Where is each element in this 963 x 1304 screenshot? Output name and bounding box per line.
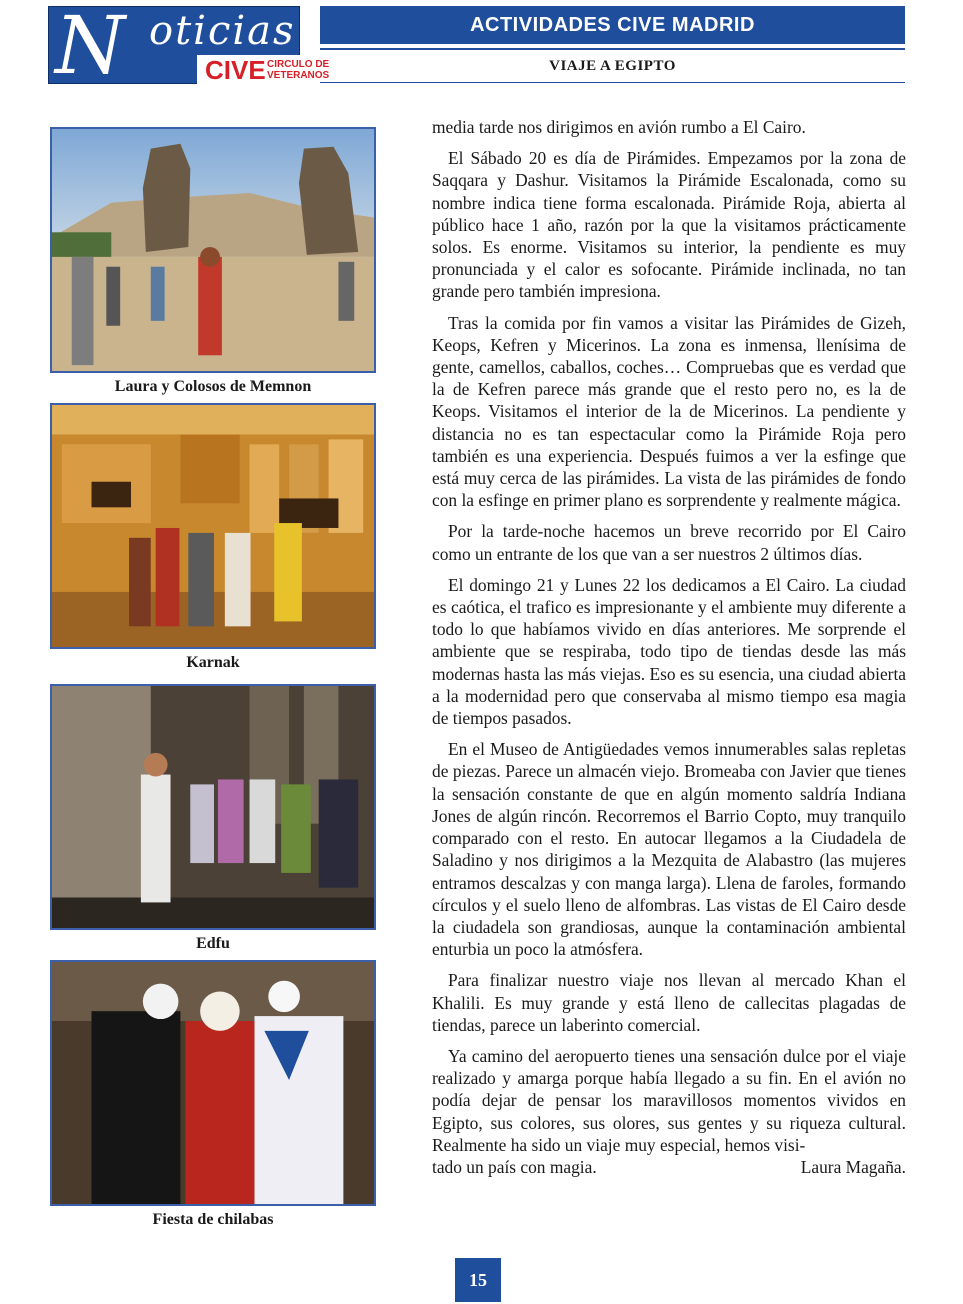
photo-karnak	[50, 403, 376, 649]
header-divider	[320, 48, 905, 50]
last-line-text: tado un país con magia.	[432, 1156, 597, 1177]
signature-line	[432, 1156, 906, 1178]
photo-chilabas-image	[52, 962, 374, 1204]
last-paragraph	[432, 1045, 906, 1156]
paragraph: Tras la comida por fin vamos a visitar las Pirámides de Gizeh, Keops, Kefren y Micerinos. La zona es inmensa, llenísima de gente, camellos, caballos, coches… Compruebas que es verdad que la de Kefren parece más grande que el resto pero no, es la de Keops. Visitamos el interior de la de Micerinos. La pendiente y distancia no es tan espectacular como la Pirámide Roja pero también es una experiencia. Después fuimos a ver la esfinge que está muy cerca de las pirámides. La vista de las pirámides de fondo con la esfinge en primer plano es sorprendente y realmente mágica.	[432, 312, 906, 511]
caption-chilabas: Fiesta de chilabas	[152, 1211, 274, 1228]
photo-colossi-memnon	[50, 127, 376, 373]
caption-karnak: Karnak	[186, 654, 240, 671]
subtitle-divider	[320, 82, 905, 83]
author-signature: Laura Magaña.	[800, 1156, 906, 1177]
page-number: 15	[455, 1258, 501, 1302]
photo-colossi-image	[52, 129, 374, 371]
photo-karnak-image	[52, 405, 374, 647]
logo-brand: CIVE	[205, 55, 266, 85]
section-title-band: ACTIVIDADES CIVE MADRID	[320, 6, 905, 44]
last-paragraph-body: Ya camino del aeropuerto tienes una sensación dulce por el viaje realizado y amarga porque había llegado a su fin. En el avión no podía dejar de pensar los maravillosos momentos vividos en Egipto, sus colores, sus olores, sus gentes y su riqueza cultural. Realmente ha sido un viaje muy especial, hemos visi-	[432, 1045, 906, 1155]
photo-edfu	[50, 684, 376, 930]
logo-script-text: oticias	[149, 8, 296, 54]
logo-initial: N	[55, 0, 125, 92]
photo-fiesta-chilabas	[50, 960, 376, 1206]
noticias-cive-logo	[48, 0, 330, 92]
paragraph: media tarde nos dirigimos en avión rumbo a El Cairo.	[432, 117, 806, 137]
paragraph: Para finalizar nuestro viaje nos llevan al mercado Khan el Khalili. Es muy grande y está lleno de callecitas plagadas de tiendas, parece un laberinto comercial.	[432, 970, 906, 1035]
paragraph: El Sábado 20 es día de Pirámides. Empezamos por la zona de Saqqara y Dashur. Visitamos la Pirámide Escalonada, como su nombre indica tiene forma escalonada. Pirámide Roja, abierta al público hace 1 año, razón por la que la visitamos prácticamente solos. Es enorme. Visitamos su interior, la pendiente es muy pronunciada y el calor es sofocante. Pirámide inclinada, no tan grande pero también impresiona.	[432, 148, 906, 302]
paragraph: Por la tarde-noche hacemos un breve recorrido por El Cairo como un entrante de los que van a ser nuestros 2 últimos días.	[432, 521, 906, 564]
article-subtitle: VIAJE A EGIPTO	[549, 58, 676, 74]
photo-edfu-image	[52, 686, 374, 928]
caption-edfu: Edfu	[196, 935, 230, 952]
paragraph: En el Museo de Antigüedades vemos innumerables salas repletas de piezas. Parece un almacén viejo. Bromeaba con Javier que tienes la sensación constante de que en algún momento saldría Indiana Jones de algún rincón. Recorremos el Barrio Copto, muy tranquilo comparado con el resto. En autocar llegamos a la Ciudadela de Saladino y nos dirigimos a la Mezquita de Alabastro (las mujeres entramos descalzas y con manga larga). Llena de faroles, formando círculos y el suelo lleno de alfombras. Las vistas de El Cairo desde la ciudadela son grandiosas, aunque la contaminación ambiental enturbia un poco la atmósfera.	[432, 739, 906, 960]
paragraph: El domingo 21 y Lunes 22 los dedicamos a El Cairo. La ciudad es caótica, el trafico es impresionante y el ambiente muy diferente a todo lo que habíamos vivido en días anteriores. Me sorprende el ambiente que se respiraba, todo tipo de tiendas desde las más modernas hasta las más viejas. Eso es su esencia, una ciudad abierta a la modernidad pero que conservaba al mismo tiempo esa magia de tiempos pasados.	[432, 574, 906, 729]
logo-circulo: CIRCULO DE VETERANOS	[267, 59, 330, 81]
article-body	[432, 116, 906, 1178]
caption-colossi: Laura y Colosos de Memnon	[114, 378, 312, 395]
